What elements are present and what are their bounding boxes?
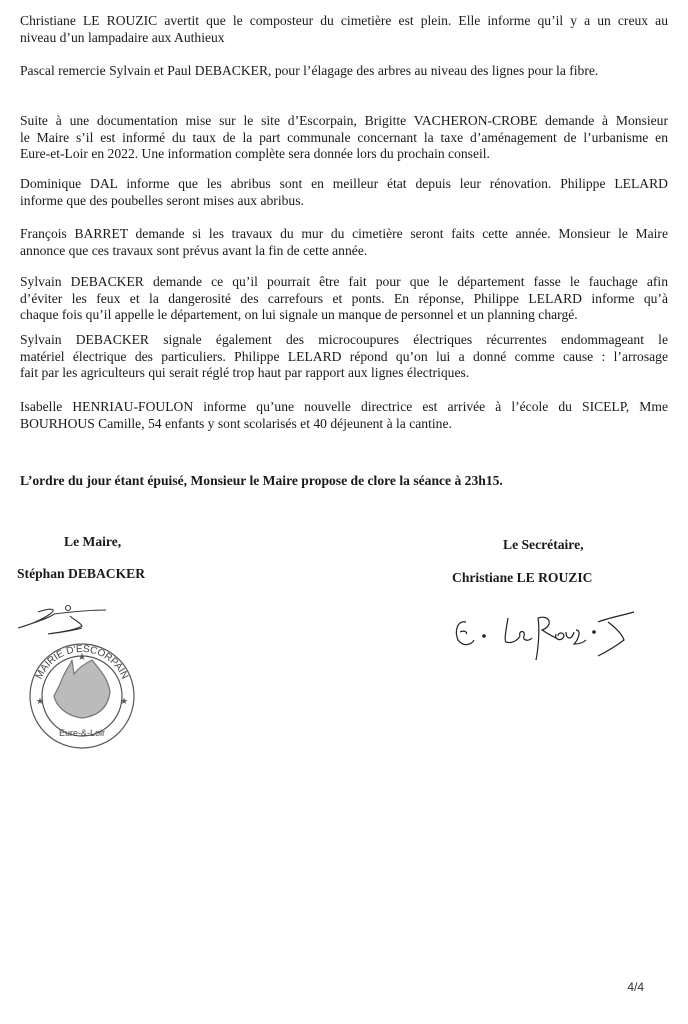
paragraph-6 [20,274,668,324]
svg-text:★: ★ [36,696,45,706]
text-line: Christiane LE ROUZIC avertit que le composteur du cimetière est plein. Elle informe qu’il y a un creux au [20,13,668,28]
svg-text:★: ★ [120,696,129,706]
text-line: Eure-et-Loir en 2022. Une information complète sera donnée lors du prochain conseil. [20,146,490,161]
page-number: 4/4 [627,980,644,994]
text-line: Sylvain DEBACKER demande ce qu’il pourrait être fait pour que le département fasse le fauchage afin [20,274,668,289]
text-line: annonce que ces travaux sont prévus avant la fin de cette année. [20,242,368,258]
text-line: François BARRET demande si les travaux du mur du cimetière seront faits cette année. Monsieur le Maire [20,226,668,241]
paragraph-2 [20,63,668,80]
paragraph-4 [20,176,668,209]
secretary-name: Christiane LE ROUZIC [452,570,593,585]
text-line: fait par les agriculteurs qui serait réglé trop haut par rapport aux lignes électriques. [20,365,470,380]
mayor-signature-and-stamp [10,600,150,750]
stamp-text-bottom: Eure-&-Loir [58,728,106,738]
text-line: informe que des poubelles seront mises aux abribus. [20,192,304,208]
secretary-title: Le Secrétaire, [503,537,584,552]
text-line: BOURHOUS Camille, 54 enfants y sont scolarisés et 40 déjeunent à la cantine. [20,415,452,431]
secretary-signature [448,600,648,670]
text-line: matériel électrique des particuliers. Philippe LELARD répond qu’on lui a donné comme cause : l’arrosage [20,348,668,364]
text-line: Dominique DAL informe que les abribus sont en meilleur état depuis leur rénovation. Philippe LELARD [20,176,668,191]
text-line: le Maire s’il est informé du taux de la part communale concernant la taxe d’aménagement de l’urbanisme en [20,129,668,145]
mayor-name: Stéphan DEBACKER [17,566,146,581]
mairie-stamp [30,644,134,748]
stamp-text-top: MAIRIE D'ESCORPAIN [33,643,131,682]
paragraph-5 [20,226,668,259]
paragraph-1 [20,13,668,46]
text-line: chaque fois qu’il appelle le département, on lui signale un manque de personnel et un planning chargé. [20,307,578,322]
text-line: Pascal remercie Sylvain et Paul DEBACKER, pour l’élagage des arbres au niveau des lignes pour la fibre. [20,63,599,78]
text-line: Isabelle HENRIAU-FOULON informe qu’une nouvelle directrice est arrivée à l’école du SICELP, Mme [20,399,668,414]
text-line: d’éviter les feux et la dangerosité des carrefours et ponts. En réponse, Philippe LELARD informe qu’à [20,290,668,306]
svg-text:★: ★ [77,652,87,663]
paragraph-3 [20,113,668,163]
closing-text: L’ordre du jour étant épuisé, Monsieur le Maire propose de clore la séance à 23h15. [20,473,503,488]
closing-statement [20,473,668,490]
paragraph-8 [20,399,668,432]
paragraph-7 [20,332,668,382]
text-line: Sylvain DEBACKER signale également des microcoupures électriques récurrentes endommageant le [20,332,668,347]
mayor-title: Le Maire, [64,534,122,549]
mayor-signature [18,606,106,635]
text-line: Suite à une documentation mise sur le site d’Escorpain, Brigitte VACHERON-CROBE demande à Monsieur [20,113,668,128]
text-line: niveau d’un lampadaire aux Authieux [20,29,225,45]
